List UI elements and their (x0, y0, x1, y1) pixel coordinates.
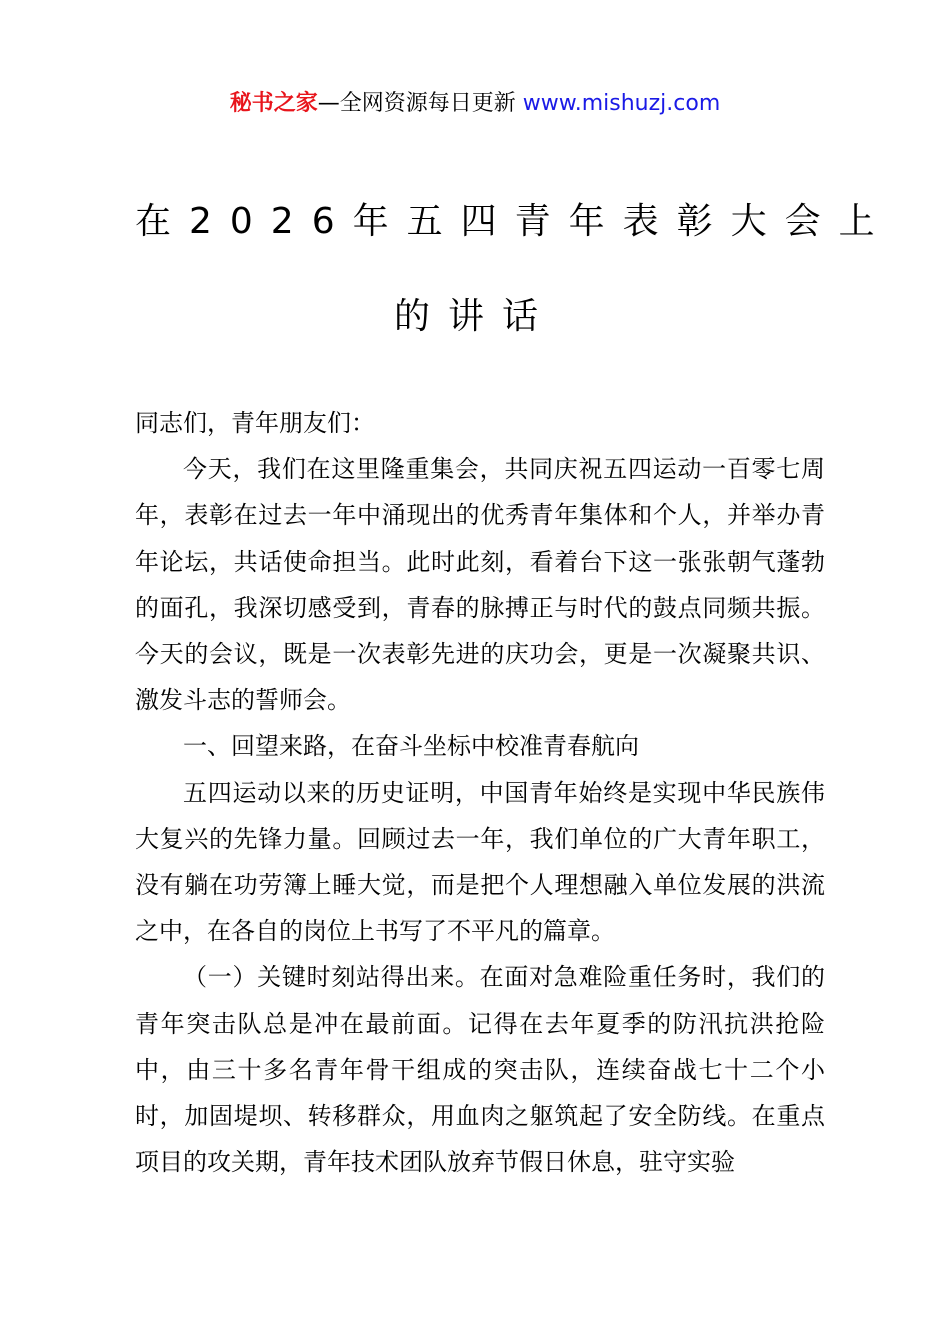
paragraph-subsection-1: （一）关键时刻站得出来。在面对急难险重任务时，我们的青年突击队总是冲在最前面。记得在去年夏季的防汛抗洪抢险中，由三十多名青年骨干组成的突击队，连续奋战七十二个小时，加固堤坝、转移群众，用血肉之躯筑起了安全防线。在重点项目的攻关期，青年技术团队放弃节假日休息，驻守实验 (135, 963, 825, 1177)
section-heading-1: 一、回望来路，在奋斗坐标中校准青春航向 (183, 732, 639, 761)
document-body (135, 400, 825, 1185)
site-url-link[interactable]: www.mishuzj.com (522, 91, 721, 116)
paragraph-opening: 今天，我们在这里隆重集会，共同庆祝五四运动一百零七周年，表彰在过去一年中涌现出的优秀青年集体和个人，并举办青年论坛，共话使命担当。此时此刻，看着台下这一张张朝气蓬勃的面孔，我深切感受到，青春的脉搏正与时代的鼓点同频共振。今天的会议，既是一次表彰先进的庆功会，更是一次凝聚共识、激发斗志的誓师会。 (135, 455, 825, 715)
document-title-line-1: 在2026年五四青年表彰大会上 (135, 201, 893, 242)
site-tagline: —全网资源每日更新 (317, 91, 523, 116)
document-title-line-2: 的讲话 (393, 296, 556, 337)
site-header (0, 86, 950, 122)
salutation: 同志们，青年朋友们： (135, 409, 375, 437)
site-brand: 秘书之家 (229, 91, 318, 116)
paragraph-history: 五四运动以来的历史证明，中国青年始终是实现中华民族伟大复兴的先锋力量。回顾过去一年，我们单位的广大青年职工，没有躺在功劳簿上睡大觉，而是把个人理想融入单位发展的洪流之中，在各自的岗位上书写了不平凡的篇章。 (135, 778, 825, 946)
